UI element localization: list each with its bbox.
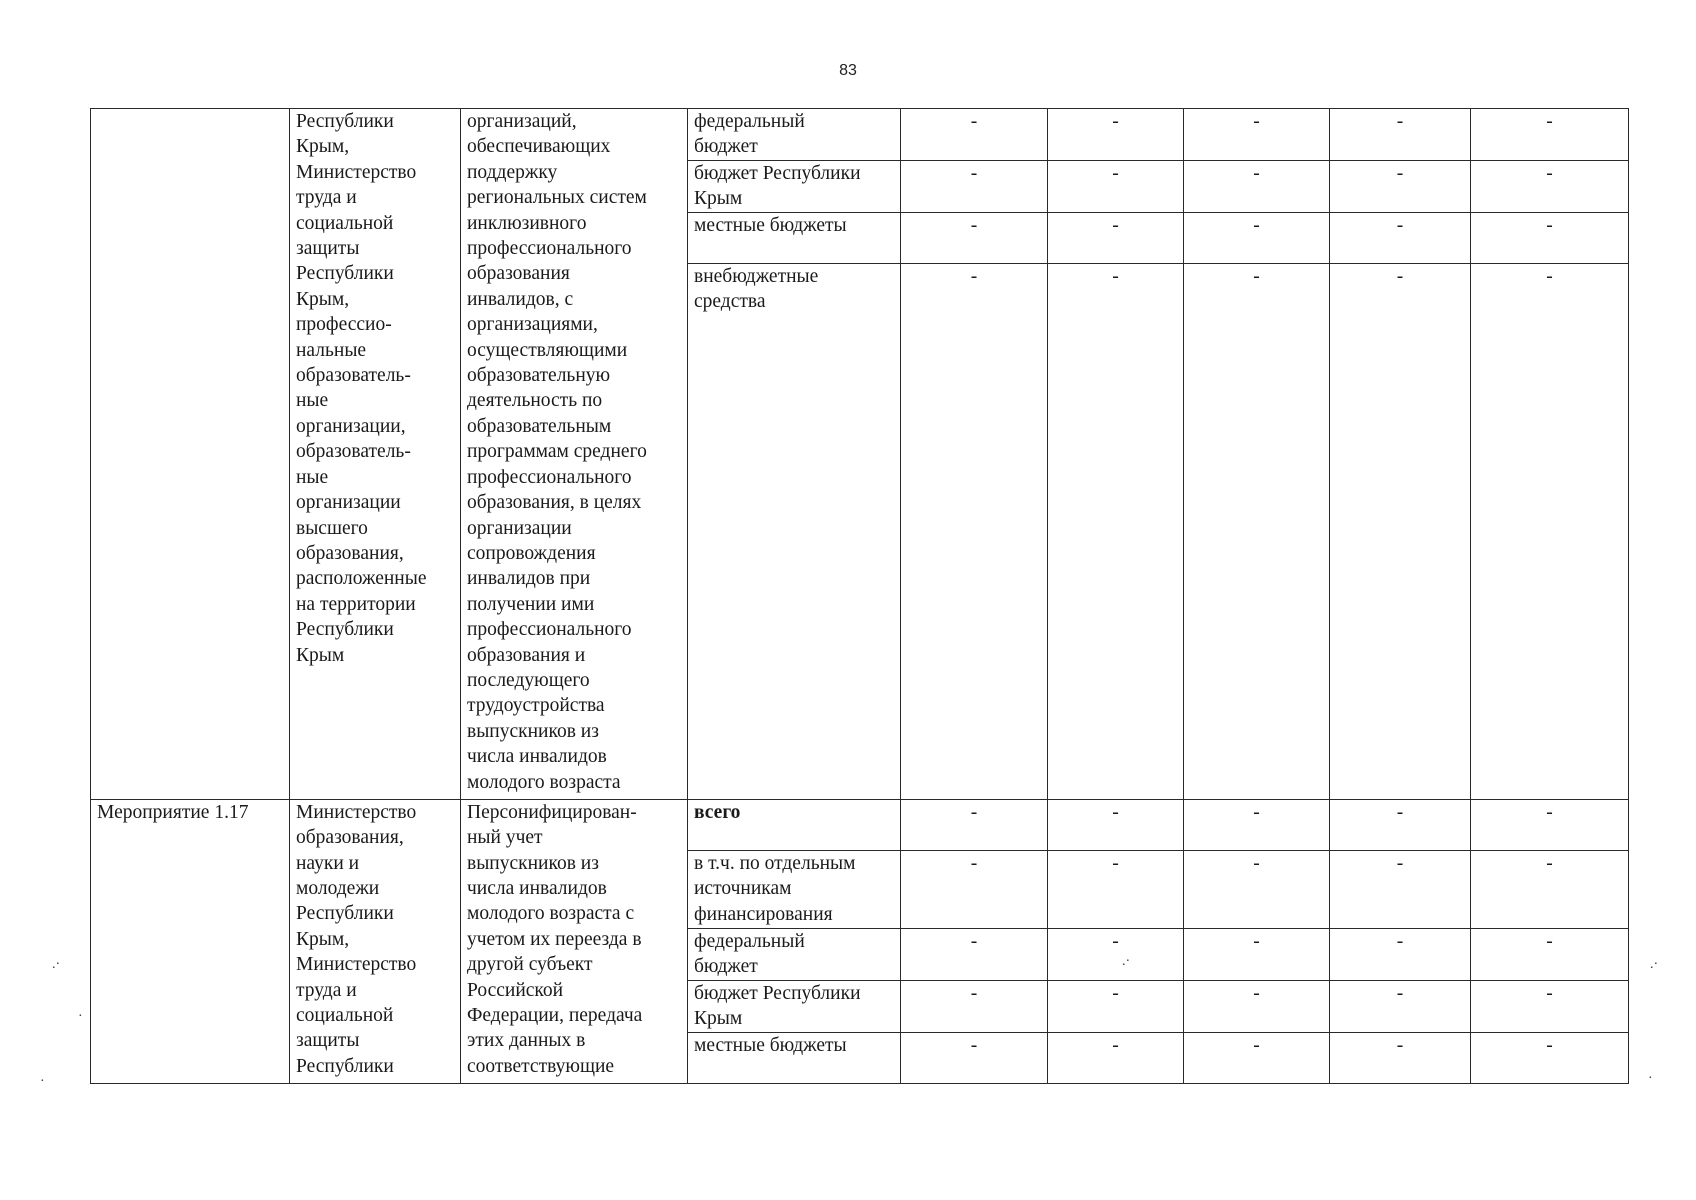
- description-cell: организаций, обеспечивающих поддержку региональных систем инклюзивного профессионального образования инвалидов, с организациями, осуществляющими образовательную деятельность по образовательным программам среднего профессионального образования, в целях организации сопровождения инвалидов при получении ими профессионального образования и последующего трудоустройства выпускников из числа инвалидов молодого возраста: [461, 109, 688, 800]
- funding-source-cell: всего: [688, 799, 901, 850]
- value-cell: -: [1048, 850, 1184, 928]
- value-cell: -: [1471, 850, 1629, 928]
- value-cell: -: [1184, 850, 1330, 928]
- funding-source-cell: бюджет Республики Крым: [688, 160, 901, 212]
- scan-speck: .·: [52, 957, 61, 972]
- scan-speck: ·: [78, 1009, 83, 1024]
- value-cell: -: [1048, 799, 1184, 850]
- value-cell: -: [1184, 928, 1330, 980]
- value-cell: -: [1471, 980, 1629, 1032]
- funding-source-cell: внебюджетные средства: [688, 263, 901, 799]
- page-number: 83: [839, 62, 857, 79]
- value-cell: -: [1048, 928, 1184, 980]
- value-cell: -: [1330, 928, 1471, 980]
- value-cell: -: [1048, 1032, 1184, 1083]
- value-cell: -: [1330, 850, 1471, 928]
- value-cell: -: [1048, 109, 1184, 161]
- value-cell: -: [901, 850, 1048, 928]
- description-cell: Персонифицирован- ный учет выпускников из числа инвалидов молодого возраста с учетом их переезда в другой субъект Российской Федерации, передача этих данных в соответствующие: [461, 799, 688, 1083]
- value-cell: -: [1471, 109, 1629, 161]
- funding-source-cell: в т.ч. по отдельным источникам финансирования: [688, 850, 901, 928]
- value-cell: -: [1471, 799, 1629, 850]
- funding-source-cell: бюджет Республики Крым: [688, 980, 901, 1032]
- scan-speck: .·: [1122, 954, 1131, 969]
- value-cell: -: [1471, 263, 1629, 799]
- funding-source-cell: федеральный бюджет: [688, 109, 901, 161]
- value-cell: -: [1184, 1032, 1330, 1083]
- value-cell: -: [901, 799, 1048, 850]
- value-cell: -: [1184, 160, 1330, 212]
- value-cell: -: [901, 928, 1048, 980]
- scan-speck: .·: [1650, 957, 1659, 972]
- value-cell: -: [901, 109, 1048, 161]
- value-cell: -: [1184, 263, 1330, 799]
- value-cell: -: [1048, 212, 1184, 263]
- value-cell: -: [1184, 212, 1330, 263]
- value-cell: -: [1184, 109, 1330, 161]
- value-cell: -: [1330, 109, 1471, 161]
- value-cell: -: [901, 212, 1048, 263]
- value-cell: -: [901, 1032, 1048, 1083]
- scan-speck: ·: [40, 1074, 45, 1089]
- value-cell: -: [1471, 1032, 1629, 1083]
- value-cell: -: [1471, 928, 1629, 980]
- table-row: [91, 109, 1629, 161]
- value-cell: -: [1330, 160, 1471, 212]
- funding-source-cell: местные бюджеты: [688, 212, 901, 263]
- value-cell: -: [1048, 263, 1184, 799]
- scan-speck: ·: [1648, 1071, 1653, 1086]
- value-cell: -: [1330, 1032, 1471, 1083]
- value-cell: -: [1330, 799, 1471, 850]
- table-row: [91, 799, 1629, 850]
- value-cell: -: [1184, 980, 1330, 1032]
- value-cell: -: [1471, 212, 1629, 263]
- funding-source-cell: федеральный бюджет: [688, 928, 901, 980]
- financing-table: [90, 108, 1629, 1084]
- value-cell: -: [1471, 160, 1629, 212]
- value-cell: -: [901, 263, 1048, 799]
- value-cell: -: [1330, 212, 1471, 263]
- value-cell: -: [1330, 980, 1471, 1032]
- executor-cell: Республики Крым, Министерство труда и социальной защиты Республики Крым, профессио- нальные образователь- ные организации, образователь- ные организации высшего образования, расположенные на территории Республики Крым: [290, 109, 461, 800]
- value-cell: -: [1048, 980, 1184, 1032]
- value-cell: -: [901, 980, 1048, 1032]
- funding-source-cell: местные бюджеты: [688, 1032, 901, 1083]
- event-cell: Мероприятие 1.17: [91, 799, 290, 1083]
- value-cell: -: [1330, 263, 1471, 799]
- value-cell: -: [1184, 799, 1330, 850]
- event-cell: [91, 109, 290, 800]
- value-cell: -: [901, 160, 1048, 212]
- executor-cell: Министерство образования, науки и молодежи Республики Крым, Министерство труда и социальной защиты Республики: [290, 799, 461, 1083]
- value-cell: -: [1048, 160, 1184, 212]
